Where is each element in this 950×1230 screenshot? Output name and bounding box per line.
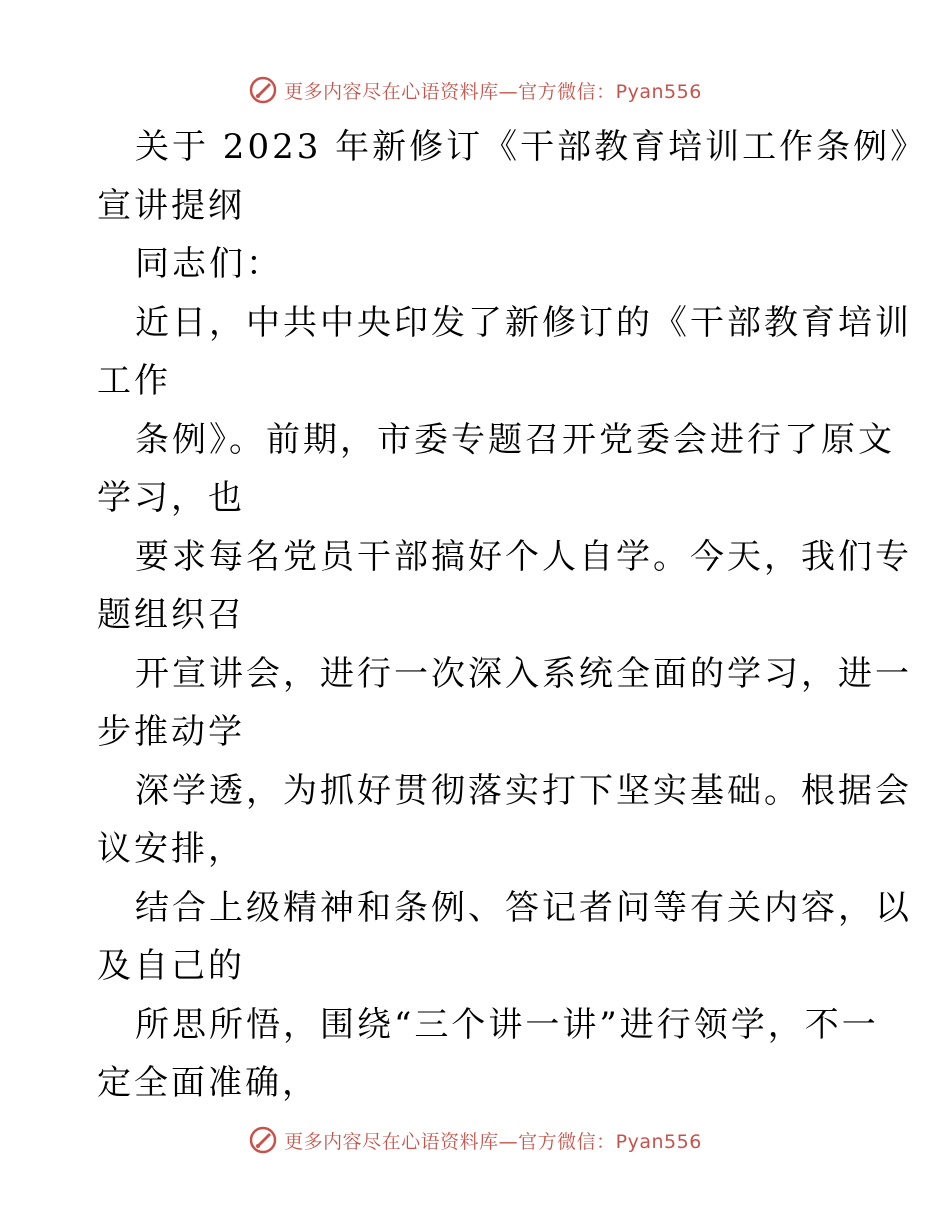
document-line: 工作 (97, 361, 171, 401)
document-line: 所思所悟，围绕“三个讲一讲”进行领学，不一 (135, 1004, 879, 1045)
document-line: 深学透，为抓好贯彻落实打下坚实基础。根据会 (135, 770, 912, 811)
document-line: 条例》。前期，市委专题召开党委会进行了原文 (135, 419, 895, 460)
document-line: 结合上级精神和条例、答记者问等有关内容，以 (135, 887, 912, 928)
footer-watermark (0, 1120, 950, 1160)
document-line: 要求每名党员干部搞好个人自学。今天，我们专 (135, 536, 912, 577)
document-line: 开宣讲会，进行一次深入系统全面的学习，进一 (135, 653, 912, 694)
document-line: 题组织召 (97, 595, 245, 635)
document-line: 定全面准确， (97, 1063, 319, 1103)
document-line: 近日，中共中央印发了新修订的《干部教育培训 (135, 302, 912, 343)
logo-icon (248, 1125, 278, 1155)
document-line: 同志们： (135, 244, 283, 284)
document-line: 步推动学 (97, 712, 245, 752)
document-line: 议安排， (97, 829, 245, 869)
logo-icon (248, 75, 278, 105)
document-line: 关于 2023 年新修订《干部教育培训工作条例》 (135, 127, 928, 167)
document-body (97, 118, 928, 1113)
document-line: 学习，也 (97, 478, 245, 518)
document-line: 宣讲提纲 (97, 185, 245, 226)
watermark-text: 更多内容尽在心语资料库—官方微信：Pyan556 (284, 80, 702, 103)
document-line: 及自己的 (97, 946, 245, 986)
watermark-text: 更多内容尽在心语资料库—官方微信：Pyan556 (284, 1130, 702, 1153)
header-watermark (0, 70, 950, 110)
